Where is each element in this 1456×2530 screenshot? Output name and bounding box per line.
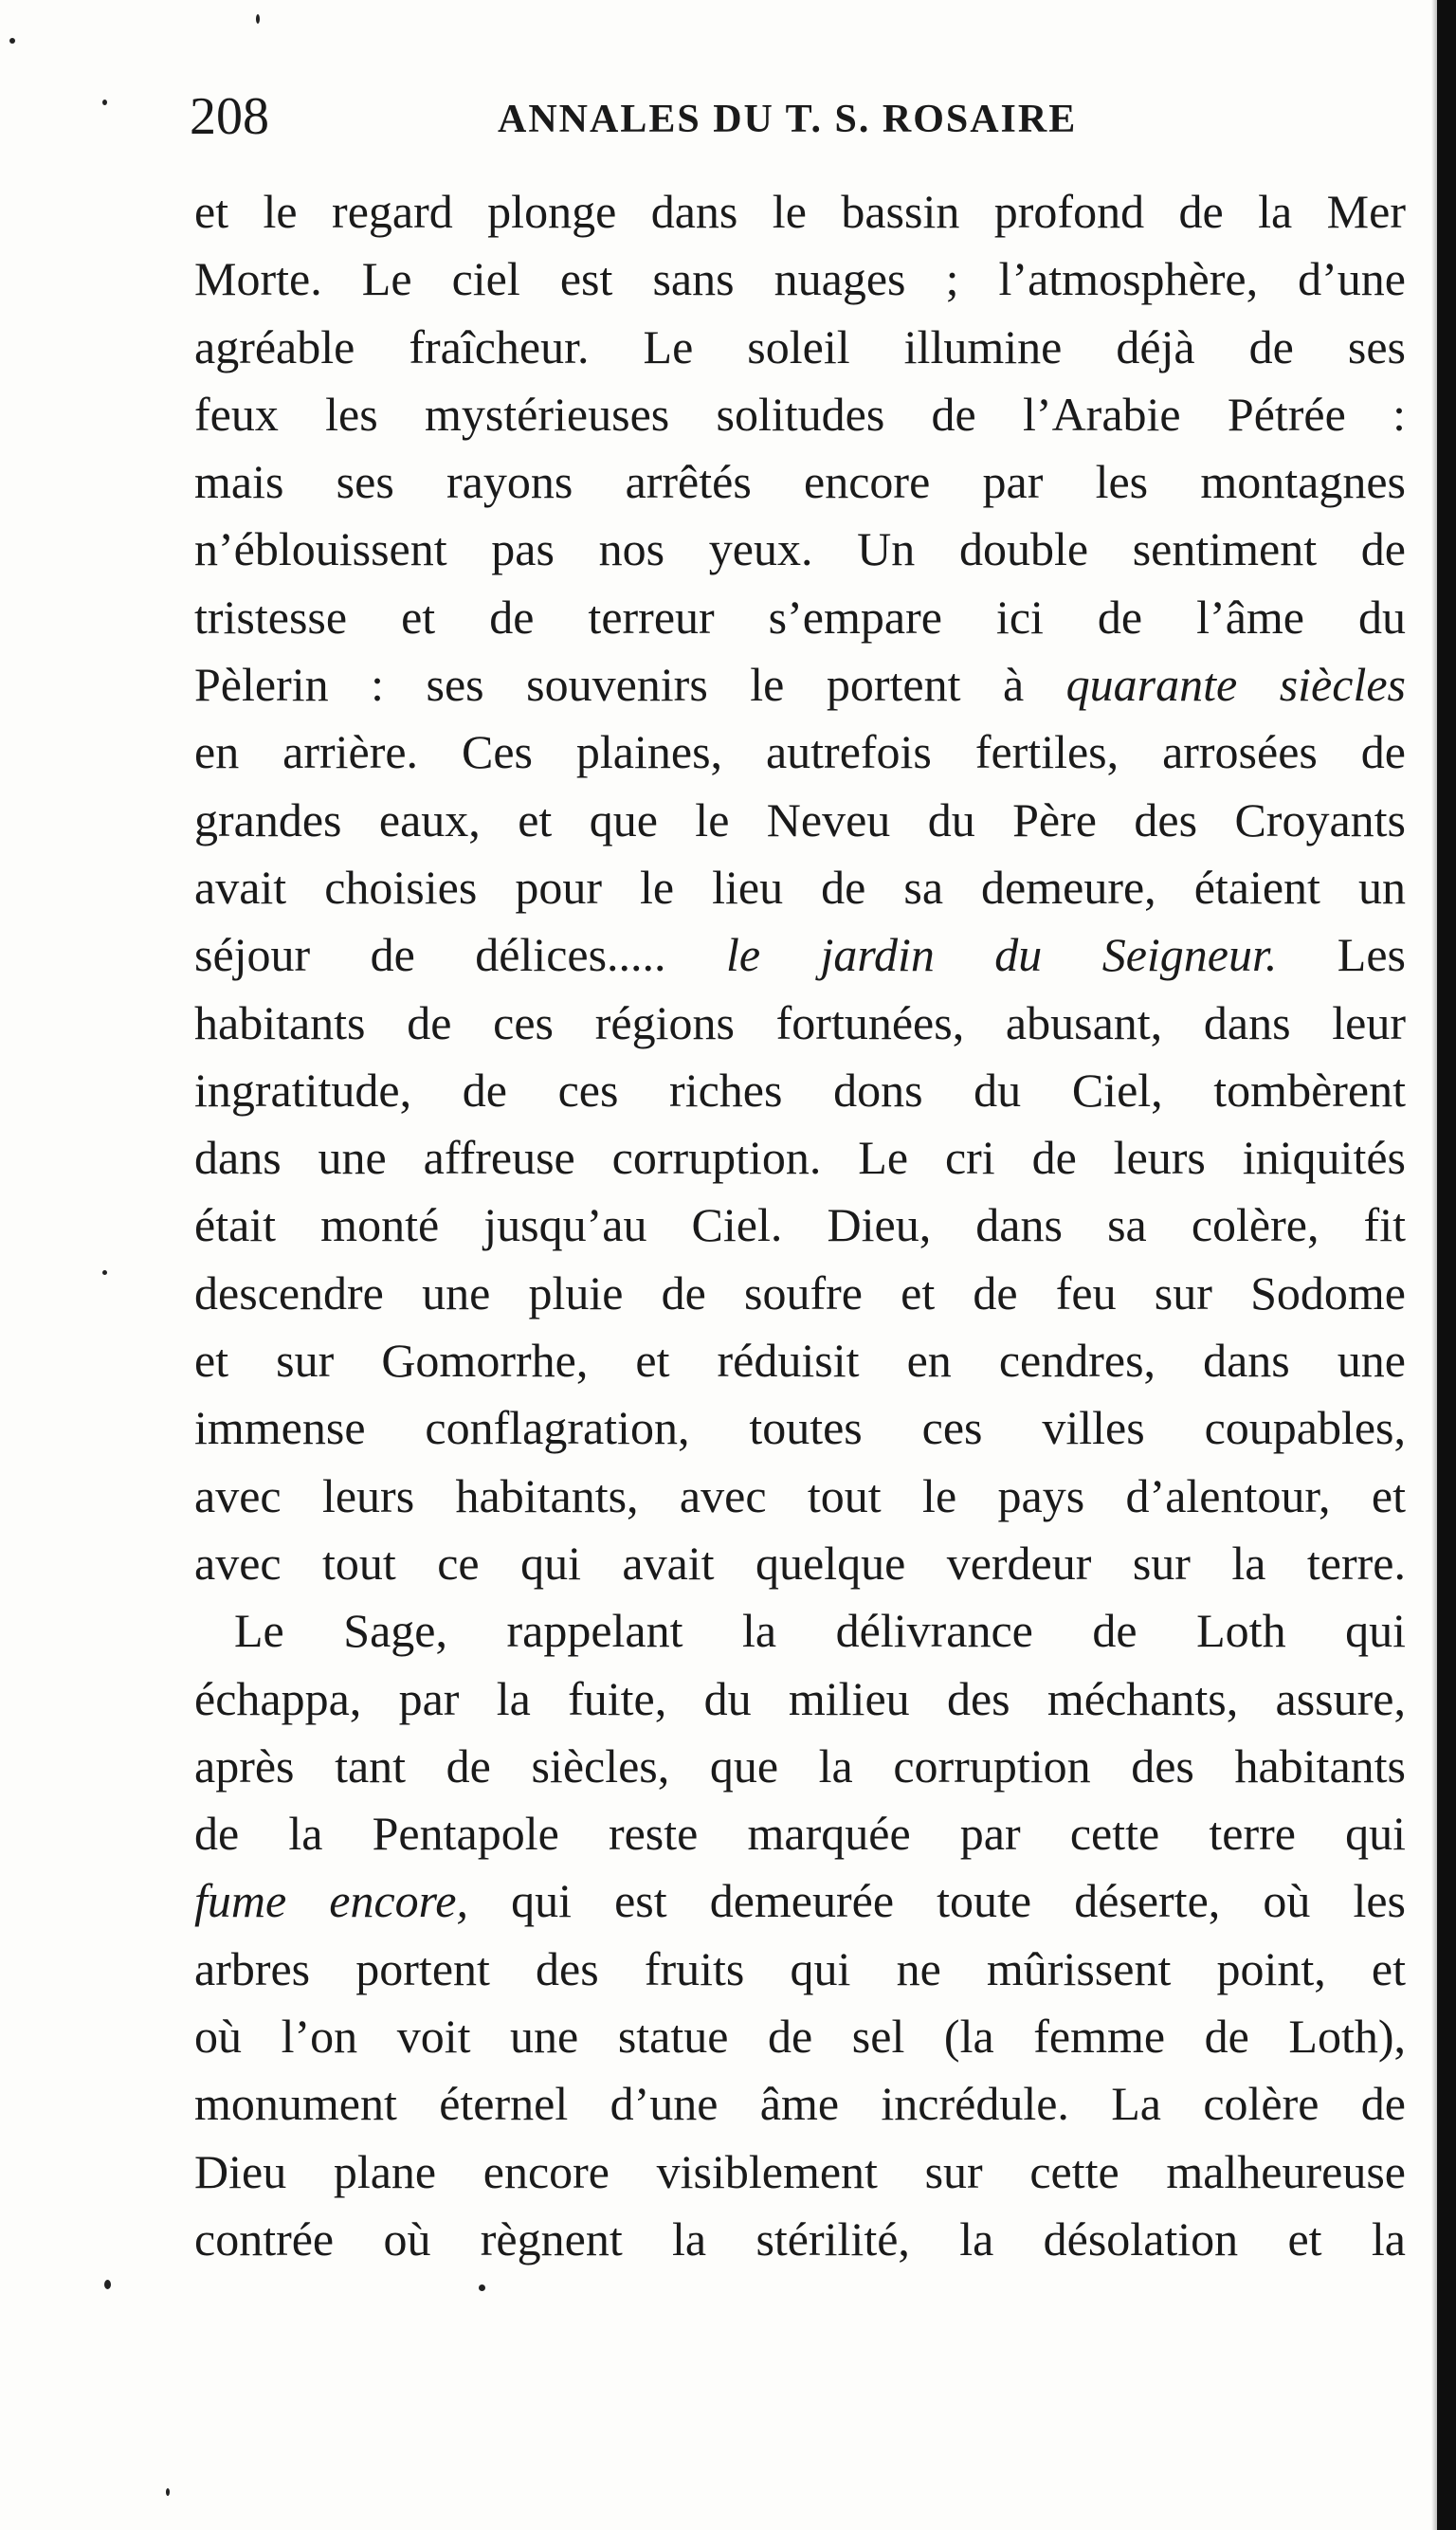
text-line (194, 1936, 1406, 2003)
text-line (194, 1192, 1406, 1259)
text-line (194, 2206, 1406, 2273)
text-line (194, 719, 1406, 786)
text-line (194, 178, 1406, 246)
text-line (194, 584, 1406, 651)
italic-phrase: le jardin du Seigneur. (725, 928, 1278, 982)
text-segment: Morte. Le ciel est sans nuages ; l’atmosphère, d’une (194, 252, 1406, 306)
text-segment: échappa, par la fuite, du milieu des méchants, assure, (194, 1671, 1406, 1725)
text-line (194, 381, 1406, 448)
text-segment: avec leurs habitants, avec tout le pays d’alentour, et (194, 1468, 1406, 1522)
text-segment: était monté jusqu’au Ciel. Dieu, dans sa colère, fit (194, 1198, 1406, 1252)
text-line (194, 1327, 1406, 1394)
text-line (194, 1530, 1406, 1597)
text-segment: tristesse et de terreur s’empare ici de l’âme du (194, 590, 1406, 644)
text-segment: grandes eaux, et que le Neveu du Père des Croyants (194, 792, 1406, 846)
text-segment: n’éblouissent pas nos yeux. Un double sentiment de (194, 522, 1406, 576)
text-segment: où l’on voit une statue de sel (la femme de Loth), (194, 2010, 1406, 2064)
text-segment: de la Pentapole reste marquée par cette terre qui (194, 1807, 1406, 1861)
text-segment: avec tout ce qui avait quelque verdeur sur la terre. (194, 1536, 1406, 1590)
text-segment: immense conflagration, toutes ces villes coupables, (194, 1401, 1406, 1455)
text-line (194, 1665, 1406, 1733)
body-text (194, 178, 1406, 2273)
text-segment: mais ses rayons arrêtés encore par les montagnes (194, 455, 1406, 509)
page-header (190, 83, 1403, 150)
text-segment: qui est demeurée toute déserte, où les (467, 1874, 1407, 1928)
text-segment: arbres portent des fruits qui ne mûrissent point, et (194, 1941, 1406, 1995)
scan-speck (104, 2280, 111, 2289)
text-segment: ingratitude, de ces riches dons du Ciel, tombèrent (194, 1063, 1406, 1117)
text-line (194, 1124, 1406, 1192)
text-line (194, 516, 1406, 583)
text-segment: et le regard plonge dans le bassin profond de la Mer (194, 185, 1406, 238)
scan-speck (102, 100, 107, 105)
running-head: ANNALES DU T. S. ROSAIRE (498, 98, 1078, 141)
scan-speck (479, 2284, 485, 2291)
text-segment: dans une affreuse corruption. Le cri de leurs iniquités (194, 1131, 1406, 1185)
text-segment: contrée où règnent la stérilité, la désolation et la (194, 2211, 1406, 2266)
text-segment: séjour de délices..... (194, 928, 726, 982)
text-segment: monument éternel d’une âme incrédule. La colère de (194, 2077, 1406, 2131)
text-segment: Les (1277, 928, 1407, 982)
italic-phrase: fume encore, (194, 1874, 468, 1928)
text-segment: Le Sage, rappelant la délivrance de Loth qui (234, 1604, 1406, 1658)
text-line (194, 651, 1406, 719)
text-segment: descendre une pluie de soufre et de feu sur Sodome (194, 1265, 1406, 1320)
text-line (194, 448, 1406, 516)
text-line (194, 1057, 1406, 1124)
text-line (194, 1800, 1406, 1867)
text-segment: en arrière. Ces plaines, autrefois fertiles, arrosées de (194, 725, 1406, 779)
text-line (194, 990, 1406, 1057)
text-segment: agréable fraîcheur. Le soleil illumine déjà de ses (194, 319, 1406, 373)
text-segment: après tant de siècles, que la corruption des habitants (194, 1738, 1406, 1793)
text-line (194, 246, 1406, 313)
page-number: 208 (190, 87, 269, 146)
book-binding-edge (1437, 0, 1456, 2530)
text-line (194, 854, 1406, 921)
text-line (194, 314, 1406, 381)
scan-speck (256, 14, 260, 24)
text-segment: Pèlerin : ses souvenirs le portent à (194, 658, 1066, 712)
text-segment: avait choisies pour le lieu de sa demeure, étaient un (194, 860, 1406, 914)
text-segment: et sur Gomorrhe, et réduisit en cendres, dans une (194, 1334, 1406, 1388)
scan-speck (166, 2488, 170, 2496)
text-line (194, 2003, 1406, 2070)
text-line (194, 2139, 1406, 2206)
text-line (194, 1394, 1406, 1462)
text-line (194, 1867, 1406, 1935)
text-segment: Dieu plane encore visiblement sur cette malheureuse (194, 2144, 1406, 2198)
text-line (194, 921, 1406, 989)
text-segment: feux les mystérieuses solitudes de l’Arabie Pétrée : (194, 387, 1406, 441)
text-line (194, 1463, 1406, 1530)
scan-speck (9, 38, 15, 44)
text-line (194, 1733, 1406, 1800)
text-line (194, 787, 1406, 854)
italic-phrase: quarante siècles (1065, 658, 1406, 712)
text-line (194, 1597, 1406, 1665)
scan-speck (102, 1270, 107, 1275)
text-line (194, 1260, 1406, 1327)
text-line (194, 2070, 1406, 2138)
text-segment: habitants de ces régions fortunées, abusant, dans leur (194, 995, 1406, 1049)
